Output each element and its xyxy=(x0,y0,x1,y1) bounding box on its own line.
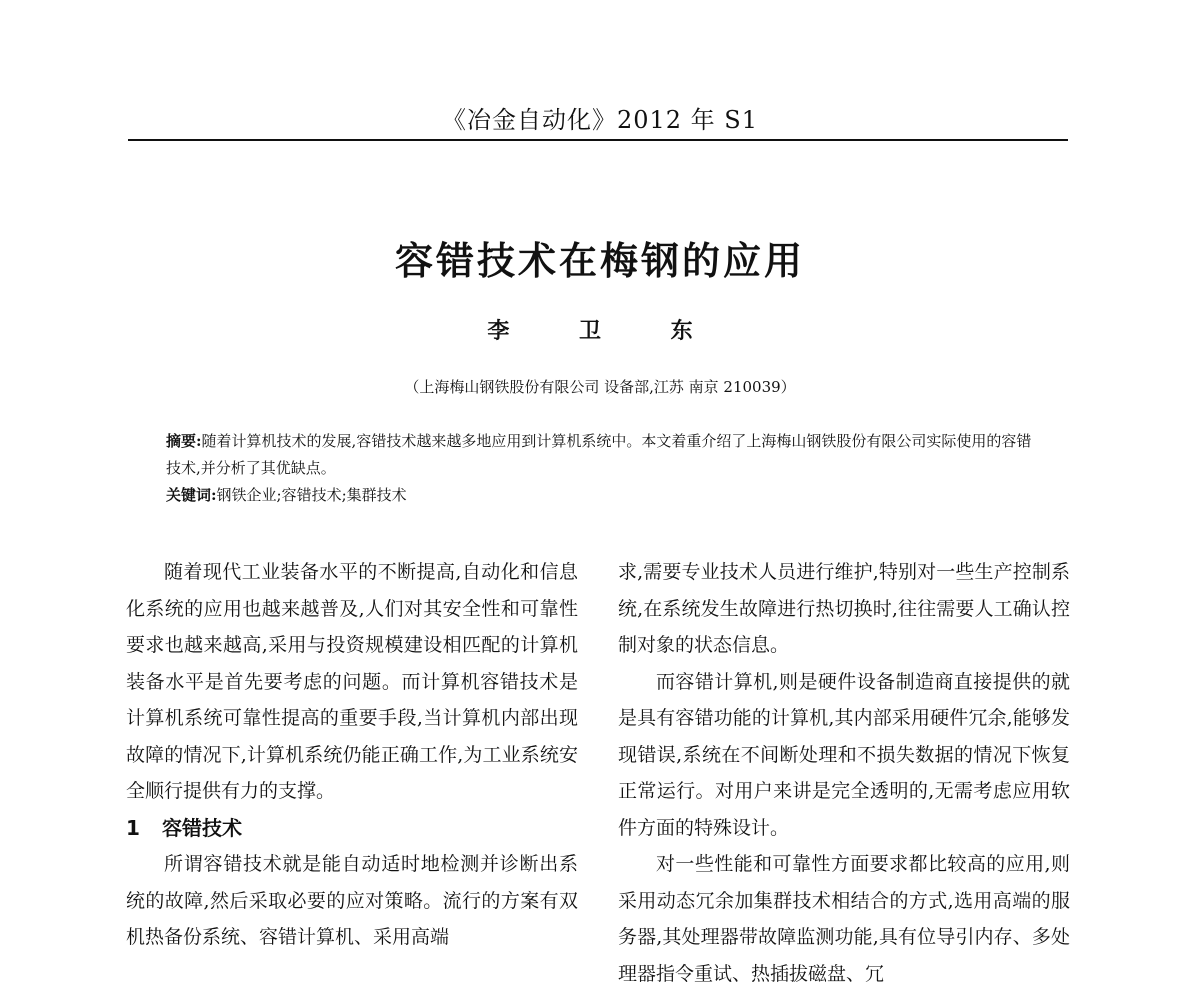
right-column xyxy=(618,554,1070,992)
header-rule xyxy=(128,139,1068,141)
left-column xyxy=(126,554,578,956)
author-affiliation: （上海梅山钢铁股份有限公司 设备部,江苏 南京 210039） xyxy=(404,378,796,396)
keywords-text: 钢铁企业;容错技术;集群技术 xyxy=(216,486,407,504)
abstract-text: 随着计算机技术的发展,容错技术越来越多地应用到计算机系统中。本文着重介绍了上海梅山钢铁股份有限公司实际使用的容错技术,并分析了其优缺点。 xyxy=(166,432,1032,477)
cluster-paragraph: 对一些性能和可靠性方面要求都比较高的应用,则采用动态冗余加集群技术相结合的方式,选用高端的服务器,其处理器带故障监测功能,具有位导引内存、多处理器指令重试、热插拔磁盘、冗 xyxy=(618,853,1070,985)
author-name: 李 卫 东 xyxy=(487,318,713,344)
section-heading xyxy=(126,810,578,847)
continued-paragraph: 求,需要专业技术人员进行维护,特别对一些生产控制系统,在系统发生故障进行热切换时,往往需要人工确认控制对象的状态信息。 xyxy=(618,561,1070,656)
fault-tolerant-computer-paragraph: 而容错计算机,则是硬件设备制造商直接提供的就是具有容错功能的计算机,其内部采用硬件冗余,能够发现错误,系统在不间断处理和不损失数据的情况下恢复正常运行。对用户来讲是完全透明的,无需考虑应用软件方面的特殊设计。 xyxy=(618,670,1070,839)
section-title: 容错技术 xyxy=(162,815,242,840)
abstract-block xyxy=(166,428,1046,509)
keywords xyxy=(166,482,1046,509)
intro-paragraph: 随着现代工业装备水平的不断提高,自动化和信息化系统的应用也越来越普及,人们对其安全性和可靠性要求也越来越高,采用与投资规模建设相匹配的计算机装备水平是首先要考虑的问题。而计算机容错技术是计算机系统可靠性提高的重要手段,当计算机内部出现故障的情况下,计算机系统仍能正确工作,为工业系统安全顺行提供有力的支撑。 xyxy=(126,561,578,802)
journal-header: 《冶金自动化》2012 年 S1 xyxy=(441,106,759,134)
abstract-label: 摘要: xyxy=(166,432,202,450)
keywords-label: 关键词: xyxy=(166,486,217,504)
section-number: 1 xyxy=(126,815,140,840)
article-title: 容错技术在梅钢的应用 xyxy=(394,239,805,283)
section-paragraph: 所谓容错技术就是能自动适时地检测并诊断出系统的故障,然后采取必要的应对策略。流行的方案有双机热备份系统、容错计算机、采用高端 xyxy=(126,853,578,948)
abstract xyxy=(166,428,1046,482)
